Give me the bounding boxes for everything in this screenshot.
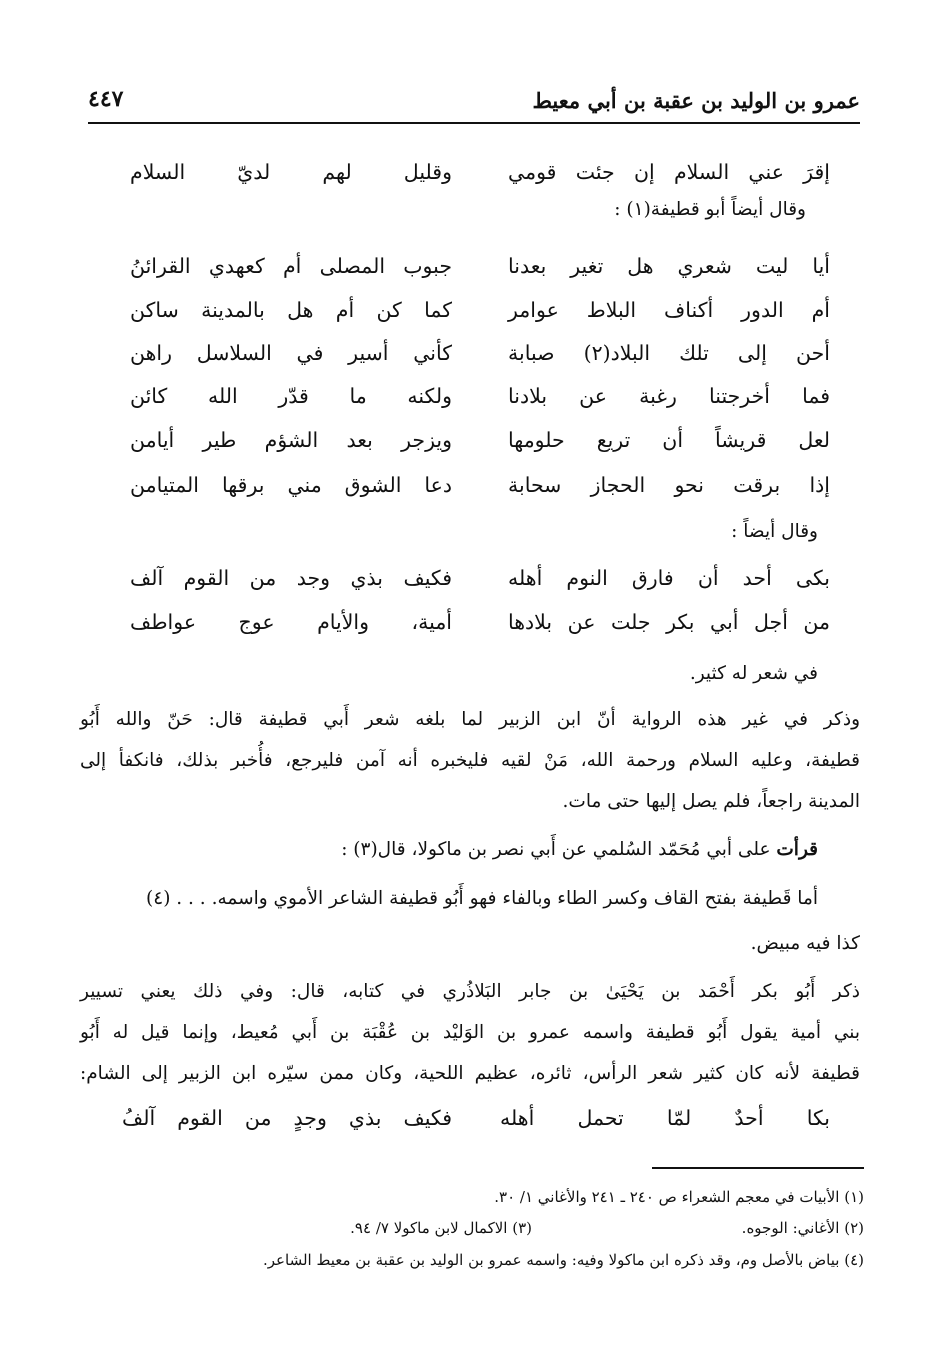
footnote: (٢) الأغاني: الوجوه. xyxy=(741,1219,864,1237)
verse-hemistich-second: دعا الشوق مني برقها المتيامن xyxy=(130,473,452,497)
verse-hemistich-second: فكيف بذي وجدٍ من القوم آلفُ xyxy=(122,1106,452,1130)
verse-hemistich-first: أيا ليت شعري هل تغير بعدنا xyxy=(508,254,830,278)
footnote: (١) الأبيات في معجم الشعراء ص ٢٤٠ ـ ٢٤١ والأغاني ١/ ٣٠. xyxy=(494,1188,864,1206)
running-header xyxy=(88,86,860,120)
verse-hemistich-first: أم الدور أكناف البلاط عوامر xyxy=(508,298,830,322)
chain-of-narration xyxy=(341,839,818,860)
verse-line xyxy=(130,160,830,200)
verse-line xyxy=(130,610,830,650)
verse-hemistich-first: بكى أحد أن فارق النوم أهله xyxy=(508,566,830,590)
verse-line xyxy=(130,341,830,381)
verse-hemistich-first: بكا أحدٌ لمّا تحمل أهله xyxy=(500,1106,830,1130)
prose-line: ذكر أَبُو بكر أَحْمَد بن يَحْيَىٰ بن جابر البَلاذُري في كتابه، قال: وفي ذلك يعني تسيير xyxy=(80,981,860,1002)
header-rule xyxy=(88,122,860,124)
verse-line xyxy=(130,473,830,513)
prose-line: المدينة راجعاً، فلم يصل إليها حتى مات. xyxy=(562,791,860,812)
prose-line: أما قَطيفة بفتح القاف وكسر الطاء وبالفاء فهو أَبُو قطيفة الشاعر الأموي واسمه. . . . (٤) xyxy=(146,888,818,909)
verse-note: في شعر له كثير. xyxy=(689,663,818,684)
prose-line: قطيفة، وعليه السلام ورحمة الله، مَنْ لقيه فليخبره أنه آمن فليرجع، فأُخبر بذلك، فانكفأ إلى xyxy=(80,750,860,771)
verse-line xyxy=(130,254,830,294)
prose-line: بني أمية يقول أَبُو قطيفة واسمه عمرو بن الوَليْد بن عُقْبَة بن أَبي مُعيط، وإنما قيل له أَبُو xyxy=(80,1022,860,1043)
prose-line: كذا فيه مبيض. xyxy=(750,933,860,954)
verse-hemistich-first: لعل قريشاً أن تريع حلومها xyxy=(508,428,830,452)
footnote: (٣) الاكمال لابن ماكولا ٧/ ٩٤. xyxy=(350,1219,532,1237)
verse-intro: وقال أيضاً أبو قطيفة(١) : xyxy=(614,199,806,220)
verse-hemistich-second: أمية، والأيام عوج عواطف xyxy=(130,610,452,634)
verse-line xyxy=(130,566,830,606)
verse-hemistich-first: فما أخرجتنا رغبة عن بلادنا xyxy=(508,384,830,408)
verse-hemistich-second: فكيف بذي وجد من القوم آلف xyxy=(130,566,452,590)
verse-hemistich-second: ولكنه ما قدّر الله كائن xyxy=(130,384,452,408)
verse-hemistich-second: ويزجر بعد الشؤم طير أيامن xyxy=(130,428,452,452)
running-title: عمرو بن الوليد بن عقبة بن أبي معيط xyxy=(532,88,860,113)
verse-line xyxy=(130,384,830,424)
verse-line xyxy=(130,298,830,338)
verse-hemistich-second: جبوب المصلى أم كعهدي القرائنُ xyxy=(130,254,452,278)
verse-hemistich-second: وقليل لهم لديّ السلام xyxy=(130,160,452,184)
verse-hemistich-second: كما كن أم هل بالمدينة ساكن xyxy=(130,298,452,322)
page-number: ٤٤٧ xyxy=(88,86,124,112)
chain-text: على أبي مُحَمّد السُلمي عن أَبي نصر بن ماكولا، قال(٣) : xyxy=(341,839,777,860)
prose-line: وذكر في غير هذه الرواية أنّ ابن الزبير لما بلغه شعر أَبي قطيفة قال: حَنّ والله أَبُو xyxy=(80,709,860,730)
footnote: (٤) بياض بالأصل وم، وقد ذكره ابن ماكولا وفيه: واسمه عمرو بن الوليد بن عقبة بن معيط الشاعر. xyxy=(263,1251,864,1269)
verse-intro: وقال أيضاً : xyxy=(731,521,818,542)
verse-line xyxy=(130,428,830,468)
verse-hemistich-first: إقرَ عني السلام إن جئت قومي xyxy=(508,160,830,184)
verse-line xyxy=(122,1106,830,1146)
verse-hemistich-second: كأني أسير في السلاسل راهن xyxy=(130,341,452,365)
footnote-rule xyxy=(652,1167,864,1169)
verse-hemistich-first: أحن إلى تلك البلاد(٢) صبابة xyxy=(508,341,830,365)
chain-lead-word: قرأت xyxy=(776,839,818,860)
verse-hemistich-first: من أجل أبي بكر جلت عن بلادها xyxy=(508,610,830,634)
verse-hemistich-first: إذا برقت نحو الحجاز سحابة xyxy=(508,473,830,497)
prose-line: قطيفة لأنه كان كثير شعر الرأس، ثائره، عظيم اللحية، وكان ممن سيّره ابن الزبير إلى الشام: xyxy=(80,1063,860,1084)
